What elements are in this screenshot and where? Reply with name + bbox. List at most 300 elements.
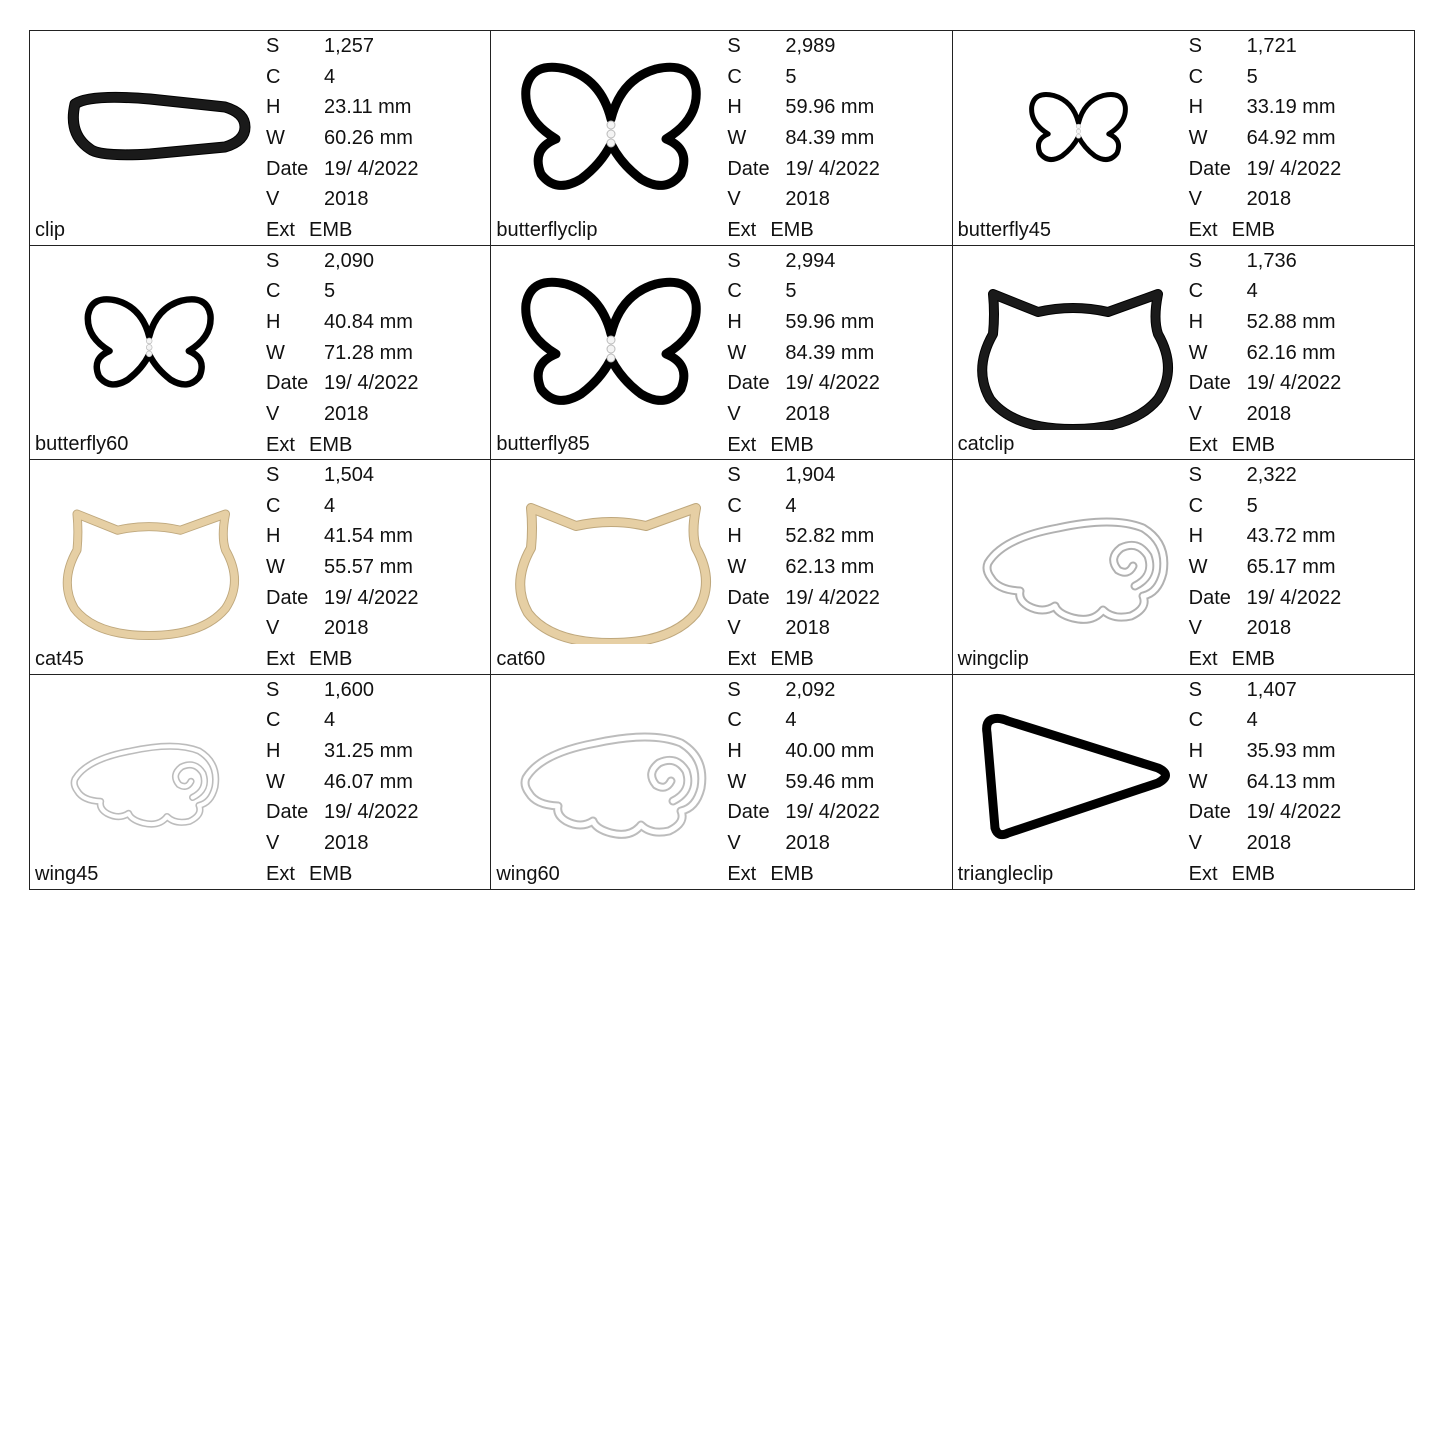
design-info	[266, 246, 486, 461]
info-value: 2018	[324, 617, 369, 640]
info-row-colors	[266, 491, 486, 522]
info-value: EMB	[770, 648, 814, 671]
info-label: S	[727, 464, 741, 486]
info-label: W	[727, 770, 747, 793]
info-value: EMB	[770, 433, 814, 456]
info-label: C	[266, 65, 281, 88]
info-label: H	[1188, 739, 1204, 762]
design-info	[266, 31, 486, 246]
info-row-extension	[1189, 215, 1409, 245]
wing-shape-icon	[963, 468, 1183, 644]
info-value: EMB	[309, 648, 353, 671]
info-value: 4	[324, 709, 336, 732]
info-row-colors	[727, 705, 947, 736]
info-value: 5	[1246, 65, 1258, 88]
info-row-date	[1189, 368, 1409, 399]
info-value: 2018	[785, 617, 830, 640]
design-cell	[491, 31, 952, 246]
design-info	[727, 31, 947, 246]
design-thumbnail	[963, 468, 1183, 644]
info-label: Ext	[727, 219, 757, 242]
info-row-extension	[1189, 430, 1409, 460]
info-value: 19/ 4/2022	[1246, 157, 1342, 180]
info-row-version	[1189, 828, 1409, 859]
info-label: W	[1188, 770, 1208, 793]
info-row-version	[1189, 184, 1409, 215]
info-value: 1,600	[324, 678, 375, 701]
cat-shape-icon	[40, 468, 260, 644]
info-value: 52.88 mm	[1246, 310, 1336, 333]
info-row-extension	[266, 430, 486, 460]
info-label: Date	[266, 372, 309, 395]
design-filename: triangleclip	[957, 863, 1054, 885]
info-value: 60.26 mm	[324, 127, 413, 150]
info-row-extension	[266, 644, 486, 674]
info-value: 4	[324, 494, 336, 517]
info-value: 5	[1246, 494, 1258, 517]
info-row-extension	[1189, 859, 1409, 889]
info-row-height	[266, 736, 486, 767]
info-row-width	[1189, 123, 1409, 154]
info-row-colors	[1189, 491, 1409, 522]
info-label: V	[266, 188, 280, 211]
info-row-stitches	[1189, 31, 1409, 62]
info-value: 4	[1246, 280, 1258, 303]
info-label: V	[266, 402, 280, 425]
info-value: 2,989	[785, 35, 836, 57]
info-label: Ext	[727, 433, 757, 456]
info-row-stitches	[727, 31, 947, 62]
info-label: H	[727, 525, 742, 548]
info-row-extension	[266, 215, 486, 245]
info-value: 19/ 4/2022	[785, 586, 880, 609]
info-label: W	[1188, 556, 1208, 579]
info-label: Date	[727, 372, 770, 395]
info-row-colors	[266, 62, 486, 93]
info-value: 5	[785, 65, 797, 88]
info-label: H	[266, 310, 281, 333]
info-value: 19/ 4/2022	[1246, 372, 1342, 395]
design-cell	[491, 675, 952, 890]
info-value: 62.16 mm	[1246, 341, 1336, 364]
info-label: S	[266, 678, 280, 701]
info-label: S	[266, 249, 280, 272]
info-value: 2,994	[785, 249, 836, 272]
design-info	[727, 675, 947, 890]
info-value: 59.46 mm	[785, 770, 875, 793]
info-label: Date	[727, 801, 770, 824]
design-thumbnail	[40, 254, 260, 430]
info-value: 2018	[324, 188, 369, 211]
info-row-stitches	[266, 675, 486, 706]
design-thumbnail	[40, 39, 260, 215]
info-value: 52.82 mm	[785, 525, 875, 548]
info-row-stitches	[266, 246, 486, 277]
info-label: Date	[266, 586, 309, 609]
info-value: 5	[324, 280, 336, 303]
info-row-extension	[727, 859, 947, 889]
info-row-version	[727, 184, 947, 215]
info-value: EMB	[309, 219, 353, 242]
info-label: S	[1188, 35, 1202, 57]
info-row-stitches	[727, 246, 947, 277]
design-filename: clip	[35, 218, 66, 241]
butterfly-shape-icon	[501, 39, 721, 215]
info-row-height	[1189, 521, 1409, 552]
design-filename: butterflyclip	[496, 218, 598, 241]
info-value: 2,092	[785, 678, 836, 701]
info-value: 2018	[1246, 617, 1292, 640]
design-cell	[491, 460, 952, 675]
info-value: 19/ 4/2022	[1246, 586, 1342, 609]
info-label: S	[1188, 678, 1202, 701]
info-label: S	[1188, 464, 1202, 486]
design-info	[1189, 31, 1409, 246]
cat-shape-icon	[963, 254, 1183, 430]
info-value: 4	[785, 709, 797, 732]
design-cell	[953, 460, 1414, 675]
design-filename: wingclip	[957, 647, 1029, 670]
info-value: 2018	[785, 831, 830, 854]
info-label: W	[727, 127, 747, 150]
info-label: S	[1188, 249, 1202, 272]
info-label: Ext	[727, 648, 757, 671]
info-label: V	[266, 831, 280, 854]
info-row-date	[727, 368, 947, 399]
info-value: 59.96 mm	[785, 96, 875, 119]
info-label: C	[727, 65, 742, 88]
info-value: 19/ 4/2022	[785, 157, 880, 180]
info-row-version	[727, 828, 947, 859]
info-label: Ext	[266, 862, 295, 885]
design-filename: wing60	[496, 863, 560, 885]
info-row-height	[727, 736, 947, 767]
info-value: 71.28 mm	[324, 341, 413, 364]
design-info	[1189, 460, 1409, 675]
info-row-extension	[727, 644, 947, 674]
info-label: Date	[1188, 372, 1231, 395]
info-row-date	[1189, 154, 1409, 185]
butterfly-shape-icon	[40, 254, 260, 430]
info-label: Ext	[266, 648, 295, 671]
info-value: 19/ 4/2022	[785, 801, 880, 824]
design-cell	[953, 246, 1414, 461]
info-label: H	[727, 739, 742, 762]
info-label: Ext	[1188, 862, 1218, 885]
wing-shape-icon	[40, 683, 260, 859]
design-thumbnail	[963, 254, 1183, 430]
design-cell	[30, 460, 491, 675]
info-row-version	[266, 399, 486, 430]
info-label: Date	[266, 801, 309, 824]
info-row-colors	[727, 62, 947, 93]
info-label: W	[727, 341, 747, 364]
info-value: 55.57 mm	[324, 556, 413, 579]
clip-shape-icon	[40, 39, 260, 215]
info-row-version	[1189, 399, 1409, 430]
info-label: Ext	[1188, 219, 1218, 242]
info-row-version	[1189, 613, 1409, 644]
info-value: 40.84 mm	[324, 310, 413, 333]
info-label: V	[266, 617, 280, 640]
info-row-height	[727, 521, 947, 552]
info-label: Ext	[727, 862, 757, 885]
info-value: 19/ 4/2022	[324, 586, 419, 609]
info-label: V	[727, 831, 741, 854]
info-row-version	[266, 828, 486, 859]
info-row-date	[266, 797, 486, 828]
info-label: V	[727, 188, 741, 211]
info-value: EMB	[309, 433, 353, 456]
info-value: 1,736	[1246, 249, 1297, 272]
design-cell	[953, 675, 1414, 890]
info-label: V	[1188, 402, 1202, 425]
design-thumbnail	[501, 468, 721, 644]
info-row-height	[727, 92, 947, 123]
info-row-colors	[266, 276, 486, 307]
info-row-width	[1189, 338, 1409, 369]
design-thumbnail	[40, 683, 260, 859]
info-value: 19/ 4/2022	[324, 801, 419, 824]
info-row-version	[266, 613, 486, 644]
info-value: 59.96 mm	[785, 310, 875, 333]
info-label: Date	[1188, 157, 1231, 180]
info-value: 40.00 mm	[785, 739, 875, 762]
info-label: H	[1188, 310, 1204, 333]
info-label: Ext	[1188, 433, 1218, 456]
design-thumbnail	[40, 468, 260, 644]
info-label: Date	[727, 586, 770, 609]
design-info	[1189, 246, 1409, 461]
info-row-height	[266, 307, 486, 338]
design-filename: cat45	[35, 647, 84, 670]
design-cell	[30, 31, 491, 246]
info-label: H	[266, 739, 281, 762]
info-row-stitches	[727, 460, 947, 491]
design-filename: wing45	[35, 863, 99, 885]
info-row-date	[266, 583, 486, 614]
info-value: 84.39 mm	[785, 341, 875, 364]
info-row-height	[266, 92, 486, 123]
info-label: W	[266, 770, 285, 793]
info-value: 1,407	[1246, 678, 1297, 701]
butterfly-shape-icon	[963, 39, 1183, 215]
design-thumbnail	[963, 683, 1183, 859]
design-thumbnail	[963, 39, 1183, 215]
info-value: 35.93 mm	[1246, 739, 1336, 762]
info-row-extension	[1189, 644, 1409, 674]
info-row-width	[1189, 552, 1409, 583]
design-filename: butterfly45	[957, 218, 1052, 241]
design-thumbnail	[501, 39, 721, 215]
info-label: Date	[266, 157, 309, 180]
design-filename: butterfly60	[35, 433, 129, 455]
info-value: EMB	[770, 219, 814, 242]
info-row-height	[266, 521, 486, 552]
info-label: C	[266, 709, 281, 732]
info-value: 2,090	[324, 249, 375, 272]
info-value: 23.11 mm	[324, 96, 412, 119]
info-row-stitches	[266, 460, 486, 491]
info-row-version	[727, 613, 947, 644]
info-value: 2018	[1246, 188, 1292, 211]
info-row-colors	[1189, 705, 1409, 736]
design-info	[266, 675, 486, 890]
info-row-width	[266, 123, 486, 154]
info-value: 33.19 mm	[1246, 96, 1336, 119]
info-value: 2018	[1246, 402, 1292, 425]
info-label: C	[266, 280, 281, 303]
design-catalog-grid	[29, 30, 1415, 890]
info-label: W	[266, 556, 285, 579]
info-label: W	[266, 341, 285, 364]
info-label: W	[266, 127, 285, 150]
info-row-date	[727, 797, 947, 828]
info-row-colors	[1189, 62, 1409, 93]
info-label: H	[266, 525, 281, 548]
design-info	[1189, 675, 1409, 890]
info-label: S	[266, 464, 280, 486]
info-row-colors	[727, 491, 947, 522]
info-row-width	[727, 338, 947, 369]
info-row-date	[266, 154, 486, 185]
info-row-stitches	[1189, 675, 1409, 706]
info-label: C	[727, 709, 742, 732]
info-row-version	[727, 399, 947, 430]
info-value: 2,322	[1246, 464, 1297, 486]
design-thumbnail	[501, 254, 721, 430]
info-label: W	[1188, 127, 1208, 150]
info-row-width	[727, 123, 947, 154]
info-label: V	[1188, 188, 1202, 211]
info-row-width	[266, 552, 486, 583]
design-cell	[953, 31, 1414, 246]
info-row-extension	[727, 430, 947, 460]
info-label: V	[727, 402, 741, 425]
info-row-width	[1189, 767, 1409, 798]
info-label: W	[1188, 341, 1208, 364]
info-value: 46.07 mm	[324, 770, 413, 793]
design-filename: catclip	[957, 433, 1015, 455]
design-thumbnail	[501, 683, 721, 859]
info-row-stitches	[1189, 460, 1409, 491]
info-value: 43.72 mm	[1246, 525, 1336, 548]
info-value: EMB	[309, 862, 353, 885]
info-row-colors	[1189, 276, 1409, 307]
info-row-width	[727, 767, 947, 798]
info-label: C	[727, 494, 742, 517]
info-label: Ext	[1188, 648, 1218, 671]
info-value: 19/ 4/2022	[324, 372, 419, 395]
info-value: 65.17 mm	[1246, 556, 1336, 579]
info-row-date	[1189, 797, 1409, 828]
info-label: H	[1188, 96, 1204, 119]
info-label: C	[1188, 709, 1204, 732]
info-label: S	[727, 249, 741, 272]
design-info	[727, 460, 947, 675]
info-value: 19/ 4/2022	[1246, 801, 1342, 824]
design-cell	[30, 675, 491, 890]
info-row-date	[1189, 583, 1409, 614]
design-cell	[30, 246, 491, 461]
info-row-date	[727, 154, 947, 185]
info-row-stitches	[1189, 246, 1409, 277]
info-value: 4	[324, 65, 336, 88]
info-label: S	[727, 678, 741, 701]
info-row-date	[727, 583, 947, 614]
info-value: 31.25 mm	[324, 739, 413, 762]
info-label: Date	[1188, 586, 1231, 609]
info-value: 4	[785, 494, 797, 517]
info-row-stitches	[266, 31, 486, 62]
info-value: 1,904	[785, 464, 836, 486]
info-label: Ext	[266, 433, 295, 456]
info-value: 2018	[324, 402, 369, 425]
info-label: C	[266, 494, 281, 517]
info-label: H	[266, 96, 281, 119]
design-info	[266, 460, 486, 675]
info-value: 2018	[324, 831, 369, 854]
design-cell	[491, 246, 952, 461]
info-label: C	[1188, 494, 1204, 517]
info-row-width	[266, 338, 486, 369]
info-value: 2018	[1246, 831, 1292, 854]
info-value: 4	[1246, 709, 1258, 732]
info-row-extension	[266, 859, 486, 889]
info-label: W	[727, 556, 747, 579]
info-value: EMB	[1231, 219, 1275, 242]
info-label: C	[1188, 280, 1204, 303]
info-label: S	[266, 35, 280, 57]
info-value: 62.13 mm	[785, 556, 875, 579]
design-info	[727, 246, 947, 461]
info-value: 5	[785, 280, 797, 303]
info-row-colors	[266, 705, 486, 736]
info-value: EMB	[1231, 433, 1275, 456]
design-filename: butterfly85	[496, 433, 590, 455]
info-label: V	[1188, 617, 1202, 640]
info-value: 41.54 mm	[324, 525, 413, 548]
info-row-date	[266, 368, 486, 399]
info-row-width	[727, 552, 947, 583]
info-row-stitches	[727, 675, 947, 706]
info-label: Date	[1188, 801, 1231, 824]
info-row-version	[266, 184, 486, 215]
info-label: H	[727, 96, 742, 119]
info-label: H	[727, 310, 742, 333]
info-value: EMB	[770, 862, 814, 885]
info-row-colors	[727, 276, 947, 307]
info-value: 1,504	[324, 464, 375, 486]
info-value: 2018	[785, 402, 830, 425]
info-value: 2018	[785, 188, 830, 211]
info-label: C	[1188, 65, 1204, 88]
info-value: 64.13 mm	[1246, 770, 1336, 793]
info-value: 19/ 4/2022	[324, 157, 419, 180]
info-value: 1,257	[324, 35, 375, 57]
info-row-height	[1189, 92, 1409, 123]
info-label: V	[1188, 831, 1202, 854]
info-value: EMB	[1231, 648, 1275, 671]
triangle-shape-icon	[963, 683, 1183, 859]
info-row-height	[1189, 307, 1409, 338]
info-row-height	[727, 307, 947, 338]
info-value: 64.92 mm	[1246, 127, 1336, 150]
butterfly-shape-icon	[501, 254, 721, 430]
info-value: 19/ 4/2022	[785, 372, 880, 395]
info-label: C	[727, 280, 742, 303]
info-value: 84.39 mm	[785, 127, 875, 150]
